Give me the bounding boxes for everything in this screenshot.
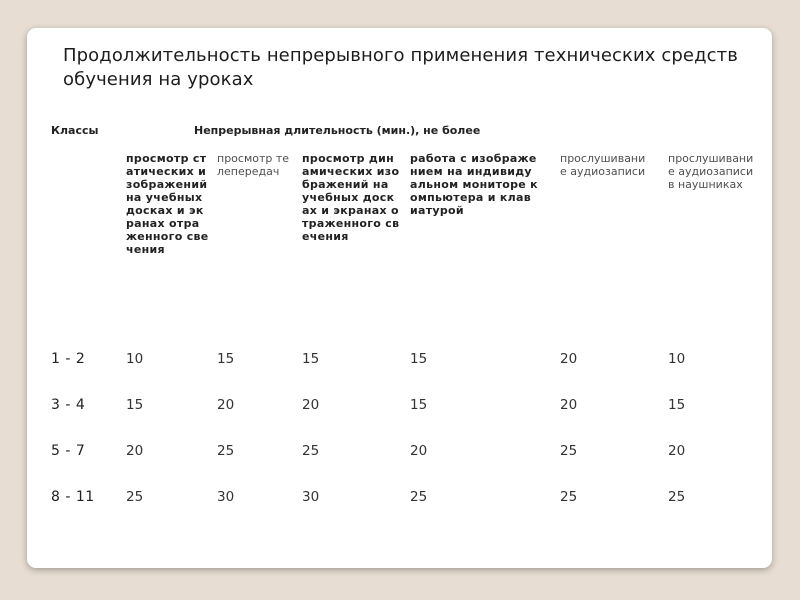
value-cell: 25 bbox=[126, 489, 144, 505]
subheader-computer: работа с изображением на индивидуальном мониторе компьютера и клавиатурой bbox=[410, 152, 538, 217]
value-cell: 25 bbox=[302, 443, 320, 459]
value-cell: 20 bbox=[126, 443, 144, 459]
grade-cell: 3 - 4 bbox=[51, 397, 86, 413]
value-cell: 25 bbox=[560, 443, 578, 459]
table-row bbox=[40, 428, 763, 474]
value-cell: 15 bbox=[410, 397, 428, 413]
value-cell: 30 bbox=[217, 489, 235, 505]
table-row bbox=[40, 474, 763, 520]
grade-cell: 5 - 7 bbox=[51, 443, 86, 459]
value-cell: 25 bbox=[410, 489, 428, 505]
value-cell: 10 bbox=[126, 351, 144, 367]
value-cell: 25 bbox=[560, 489, 578, 505]
value-cell: 15 bbox=[668, 397, 686, 413]
table-row bbox=[40, 336, 763, 382]
slide-title: Продолжительность непрерывного применения технических средств обучения на уроках bbox=[63, 45, 738, 90]
value-cell: 15 bbox=[302, 351, 320, 367]
subheader-row bbox=[40, 148, 763, 336]
value-cell: 15 bbox=[126, 397, 144, 413]
subheader-audio: прослушивание аудиозаписи bbox=[560, 152, 646, 178]
table-row bbox=[40, 382, 763, 428]
grade-cell: 1 - 2 bbox=[51, 351, 86, 367]
header-row bbox=[40, 112, 763, 148]
value-cell: 20 bbox=[217, 397, 235, 413]
subheader-static-images: просмотр статических изображений на учебных досках и экранах отраженного свечения bbox=[126, 152, 209, 256]
header-classes: Классы bbox=[51, 123, 99, 137]
value-cell: 15 bbox=[410, 351, 428, 367]
value-cell: 15 bbox=[217, 351, 235, 367]
duration-table bbox=[40, 112, 763, 520]
header-duration: Непрерывная длительность (мин.), не более bbox=[194, 123, 481, 137]
subheader-audio-headphones: прослушивание аудиозаписи в наушниках bbox=[668, 152, 754, 191]
subheader-tv: просмотр телепередач bbox=[217, 152, 290, 178]
value-cell: 20 bbox=[668, 443, 686, 459]
value-cell: 20 bbox=[302, 397, 320, 413]
subheader-empty bbox=[40, 148, 120, 336]
value-cell: 30 bbox=[302, 489, 320, 505]
subheader-dynamic-images: просмотр динамических изображений на учебных досках и экранах отраженного свечения bbox=[302, 152, 400, 243]
value-cell: 20 bbox=[560, 397, 578, 413]
value-cell: 10 bbox=[668, 351, 686, 367]
value-cell: 25 bbox=[668, 489, 686, 505]
value-cell: 20 bbox=[410, 443, 428, 459]
grade-cell: 8 - 11 bbox=[51, 489, 95, 505]
slide bbox=[27, 28, 772, 568]
value-cell: 20 bbox=[560, 351, 578, 367]
value-cell: 25 bbox=[217, 443, 235, 459]
